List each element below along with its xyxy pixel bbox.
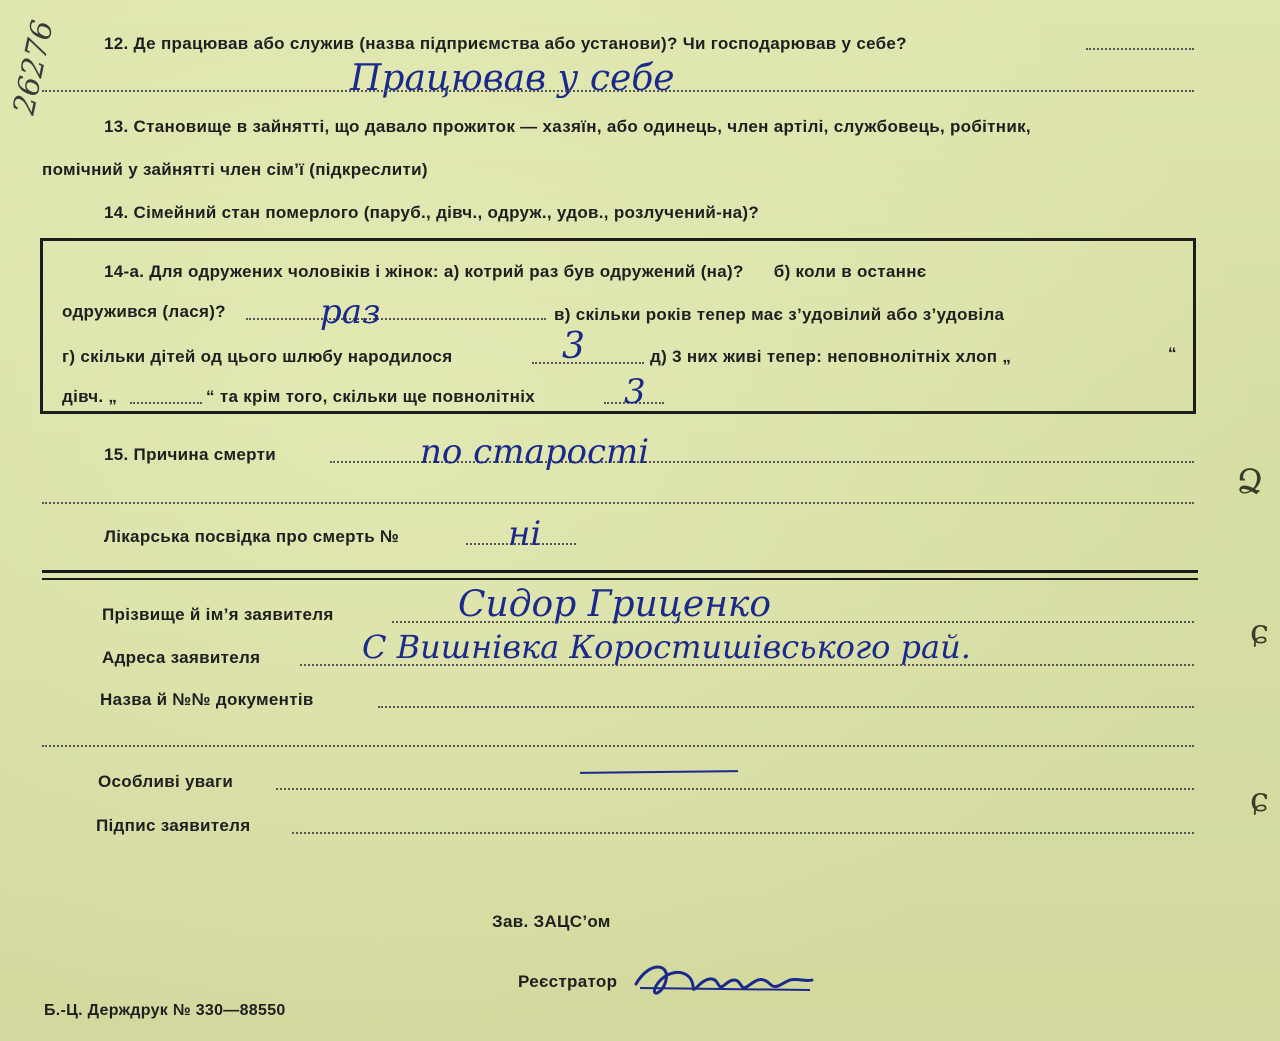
q14a-line3-dots [532, 362, 644, 364]
punch-hole-mark: ɕ [1250, 780, 1270, 820]
certificate-answer: ні [508, 514, 542, 554]
q14a-line2-dots [246, 318, 546, 320]
q14a-line4-answer: 3 [624, 372, 646, 412]
applicant-docs-extra-line [42, 745, 1194, 747]
q14a-line4-rest: “ та крім того, скільки ще повнолітніх [206, 387, 535, 406]
q15-extra-line [42, 502, 1194, 504]
q14a-line3-answer: 3 [562, 326, 585, 367]
q14a-line4-label: дівч. „ [62, 387, 118, 406]
q14a-line2-rest: в) скільки років тепер має з’удовілий або з’удовіла [554, 305, 1005, 324]
q14a-line4-dots-a [130, 402, 202, 404]
printer-imprint: Б.-Ц. Держдрук № 330—88550 [44, 1002, 286, 1019]
q12-answer: Працював у себе [350, 58, 675, 99]
margin-note: 26276 [6, 17, 61, 118]
applicant-name-label: Прізвище й ім’я заявителя [102, 605, 334, 624]
q14a-line3-quote: “ [1168, 344, 1177, 363]
separator-top [42, 570, 1198, 573]
notes-label: Особливі уваги [98, 772, 234, 791]
notes-dash [580, 770, 738, 774]
q12-dots [1086, 48, 1194, 50]
registrar-signature [630, 950, 830, 1010]
punch-hole-mark: Ձ [1236, 462, 1264, 502]
q14a-line2-label: одружився (лася)? [62, 302, 226, 321]
signature-label: Підпис заявителя [96, 816, 251, 835]
registrar-label: Реєстратор [518, 972, 618, 991]
applicant-name-answer: Сидор Гриценко [458, 584, 772, 625]
q12-answer-line [42, 90, 1194, 92]
q14a-line3-rest: д) 3 них живі тепер: неповнолітніх хлоп „ [650, 347, 1012, 366]
signature-dots [292, 832, 1194, 834]
q13-line1: 13. Становище в зайнятті, що давало прожиток — хазяїн, або одинець, член артілі, службовець, робітник, [104, 117, 1031, 136]
applicant-address-answer: С Вишнівка Коростишівського рай. [362, 628, 971, 666]
applicant-docs-label: Назва й №№ документів [100, 690, 314, 709]
head-label: Зав. ЗАЦС’ом [492, 912, 611, 931]
q13-line2: помічний у зайнятті член сім’ї (підкреслити) [42, 160, 428, 179]
certificate-label: Лікарська посвідка про смерть № [104, 527, 400, 546]
punch-hole-mark: ɕ [1250, 612, 1270, 652]
q14-label: 14. Сімейний стан померлого (паруб., дівч., одруж., удов., розлучений-на)? [104, 203, 760, 222]
separator-bottom [42, 578, 1198, 580]
applicant-docs-dots [378, 706, 1194, 708]
applicant-address-label: Адреса заявителя [102, 648, 261, 667]
q15-answer: по старості [420, 432, 650, 472]
q12-label: 12. Де працював або служив (назва підприємства або установи)? Чи господарював у себе? [104, 34, 907, 53]
notes-dots [276, 788, 1194, 790]
q14a-line1: 14-а. Для одружених чоловіків і жінок: а) котрий раз був одружений (на)? б) коли в останнє [104, 262, 927, 281]
q15-label: 15. Причина смерти [104, 445, 276, 464]
q14a-line3-label: г) скільки дітей од цього шлюбу народилося [62, 347, 453, 366]
q14a-line2-answer: раз [320, 292, 381, 332]
